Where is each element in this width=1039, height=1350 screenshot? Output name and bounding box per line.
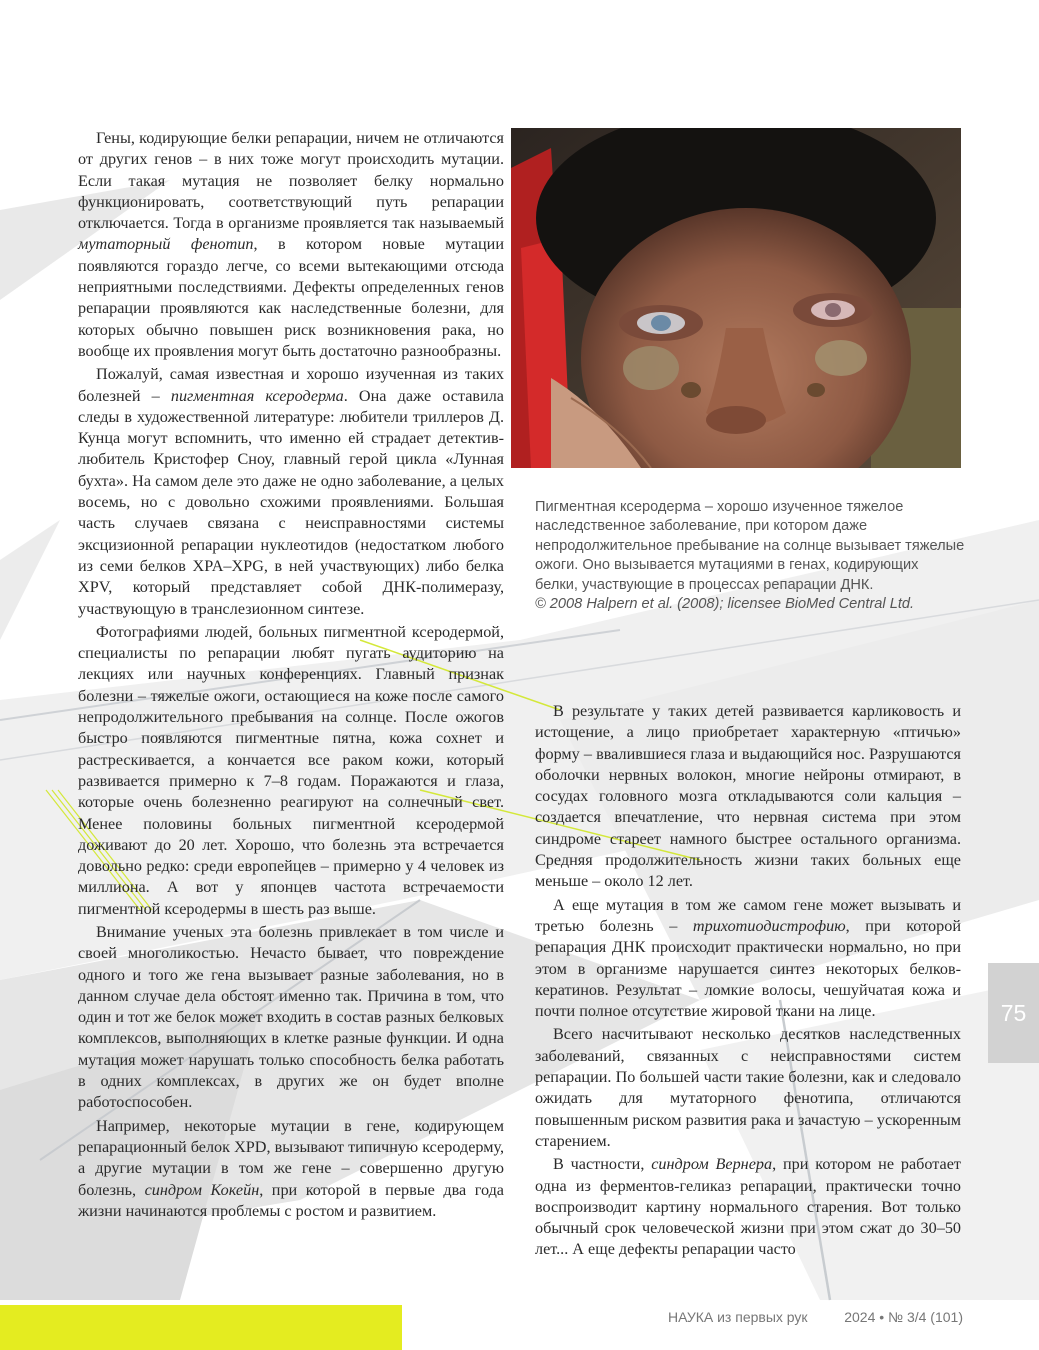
paragraph: В частности, синдром Вернера, при котором не работает одна из ферментов-геликаз репарации, практически точно воспроизводит картину нормального старения. Вот только обычный срок человеческой жизни при этом сжат до 30–50 лет... А еще дефекты репарации часто [535, 1155, 961, 1259]
photo-illustration [511, 128, 961, 468]
paragraph: Гены, кодирующие белки репарации, ничем не отличаются от других генов – в них тоже могут происходить мутации. Если такая мутация не позволяет белку нормально функционировать, соответствующий путь репарации отключается. Тогда в организме проявляется так называемый мутаторный фенотип, в котором новые мутации появляются гораздо легче, со всеми вытекающими отсюда неприятными последствиями. Дефекты определенных генов репарации проявляются как наследственные болезни, для которых обычно повышен риск возникновения рака, но вообще их проявления могут быть достаточно разнообразны. [78, 129, 504, 360]
caption-text: Пигментная ксеродерма – хорошо изученное тяжелое наследственное заболевание, при котором даже непродолжительное пребывание на солнце вызывает тяжелые ожоги. Оно вызывается мутациями в генах, кодирующих белки, участвующие в процессах репарации ДНК. [535, 499, 965, 593]
journal-name: НАУКА из первых рук [668, 1309, 808, 1325]
paragraph: А еще мутация в том же самом гене может вызывать и третью болезнь – трихотиодистрофию, при которой репарация ДНК происходит практически нормально, но при этом в организме нарушается синтез некоторых белков-кератинов. Результат – ломкие волосы, чешуйчатая кожа и почти полное отсутствие жировой ткани на лице. [535, 895, 961, 1021]
paragraph: Пожалуй, самая известная и хорошо изученная из таких болезней – пигментная ксеродерма. Она даже оставила следы в художественной литературе: любители триллеров Д. Кунца могут вспомнить, что именно ей страдает детектив-любитель Кристофер Сноу, главный герой цикла «Лунная бухта». На самом деле это даже не одно заболевание, а целых восемь, но с довольно схожими проявлениями. Большая часть случаев связана с неисправностями системы эксцизионной репарации нуклеотидов (недостатком любого из семи белков XPA–XPG, в ней участвующих) либо белка XPV, который представляет собой ДНК-полимеразу, участвующую в транслезионном синтезе. [78, 365, 504, 618]
photo-caption [535, 498, 965, 614]
page-number: 75 [1000, 999, 1027, 1026]
accent-bar [0, 1305, 402, 1350]
caption-credit: © 2008 Halpern et al. (2008); licensee BioMed Central Ltd. [535, 596, 915, 613]
right-text-column [535, 701, 961, 1261]
left-text-column [78, 128, 504, 1222]
paragraph: Фотографиями людей, больных пигментной ксеродермой, специалисты по репарации любят пугать аудиторию на лекциях или научных конференциях. Главный признак болезни – тяжелые ожоги, остающиеся на коже после самого непродолжительного пребывания на солнце. После ожогов быстро появляются пигментные пятна, кожа сохнет и растрескивается, а кончается все раком кожи, который развивается примерно к 7–8 годам. Поражаются и глаза, которые очень болезненно реагируют на солнечный свет. Менее половины больных пигментной ксеродермой доживают до 20 лет. Хорошо, что болезнь эта встречается довольно редко: среди европейцев – примерно у 4 человек из миллиона. А вот у японцев частота встречаемости пигментной ксеродермы в шесть раз выше. [78, 622, 504, 918]
issue-number: 2024 • № 3/4 (101) [844, 1309, 963, 1325]
paragraph: Например, некоторые мутации в гене, кодирующем репарационный белок XPD, вызывают типичную ксеродерму, а другие мутации в том же гене – совершенно другую болезнь, синдром Кокейн, при которой в первые два года жизни начинаются проблемы с ростом и развитием. [78, 1116, 504, 1220]
page-number-tab [988, 963, 1039, 1063]
patient-photo [511, 128, 961, 468]
paragraph: В результате у таких детей развивается карликовость и истощение, а лицо приобретает характерную «птичью» форму – ввалившиеся глаза и выдающийся нос. Разрушаются оболочки нервных волокон, многие нейроны отмирают, в сосудах головного мозга откладываются соли кальция – создается впечатление, что нервная система при этом синдроме стареет намного быстрее остального организма. Средняя продолжительность жизни таких больных еще меньше – около 12 лет. [535, 702, 961, 891]
paragraph: Всего насчитывают несколько десятков наследственных заболеваний, связанных с неисправностями систем репарации. По большей части такие болезни, как и следовало ожидать для мутаторного фенотипа, отличаются повышенным риском развития рака и зачастую – ускоренным старением. [535, 1025, 961, 1150]
paragraph: Внимание ученых эта болезнь привлекает в том числе и своей многоликостью. Нечасто бывает, что повреждение одного и того же гена вызывает разные заболевания, но в данном случае дела обстоят именно так. Причина в том, что один и тот же белок может входить в состав разных белковых комплексов, выполняющих в клетке разные функции. И одна мутация может нарушать только способность белка работать в одних комплексах, в других же он будет вполне работоспособен. [78, 922, 504, 1112]
page-footer [668, 1309, 963, 1325]
